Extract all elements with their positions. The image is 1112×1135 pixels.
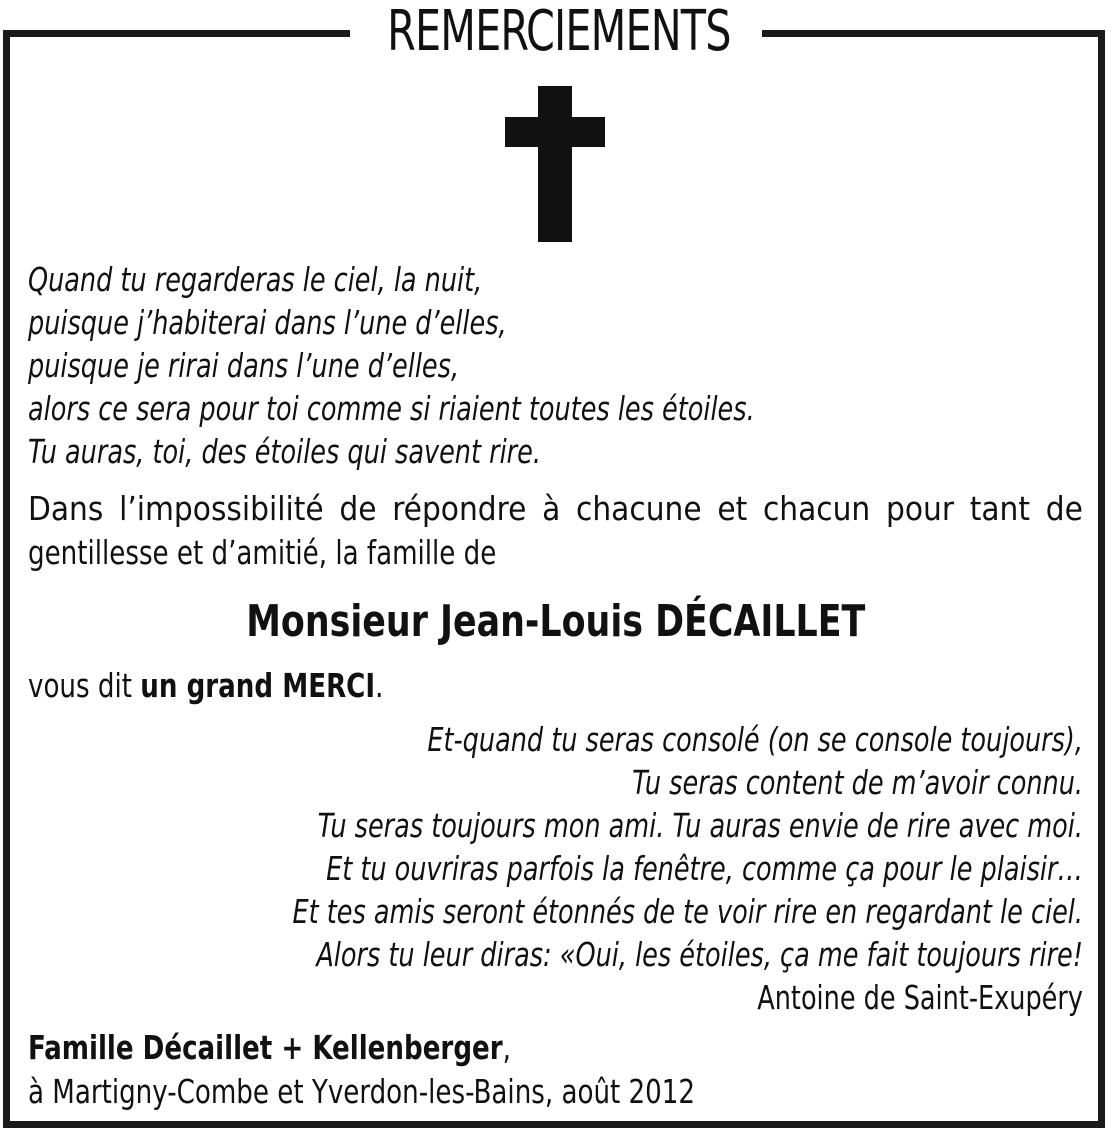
- thanks-suffix: .: [375, 666, 384, 705]
- poem-line: Et-quand tu seras consolé (on se console toujours),: [427, 720, 1083, 759]
- paragraph-word: Dans: [28, 489, 104, 528]
- paragraph-word: tant: [969, 489, 1031, 528]
- paragraph-word: pour: [885, 489, 955, 528]
- cross-icon: [505, 86, 605, 242]
- poem-line: Alors tu leur diras: «Oui, les étoiles, ça me fait toujours rire!: [316, 935, 1083, 974]
- deceased-name-text: Monsieur Jean-Louis DÉCAILLET: [246, 596, 866, 647]
- poem-line: Quand tu regarderas le ciel, la nuit,: [28, 260, 483, 299]
- closing-poem: [28, 718, 1083, 1019]
- poem-line: Et tu ouvriras parfois la fenêtre, comme ça pour le plaisir…: [326, 849, 1083, 888]
- poem-line: Et tes amis seront étonnés de te voir rire en regardant le ciel.: [292, 892, 1083, 931]
- poem-line: puisque je rirai dans l’une d’elles,: [28, 346, 460, 385]
- paragraph-word: l’impossibilité: [119, 489, 324, 528]
- thanks-prefix: vous dit: [28, 666, 141, 705]
- poem-line: alors ce sera pour toi comme si riaient toutes les étoiles.: [28, 389, 755, 428]
- family-name: Famille Décaillet + Kellenberger: [28, 1028, 503, 1067]
- poem-author: Antoine de Saint-Exupéry: [757, 978, 1083, 1017]
- paragraph-word: et: [717, 489, 748, 528]
- paragraph-word: à: [542, 489, 561, 528]
- notice-title: REMERCIEMENTS: [387, 0, 731, 64]
- paragraph-word: chacun: [762, 489, 871, 528]
- signature-block: [28, 1026, 1083, 1114]
- paragraph-word: chacune: [576, 489, 702, 528]
- paragraph-line-2: gentillesse et d’amitié, la famille de: [28, 533, 497, 572]
- thanks-line: [28, 664, 1083, 708]
- family-comma: ,: [502, 1028, 511, 1067]
- deceased-name: [0, 594, 1112, 650]
- paragraph-line-1: [28, 487, 1083, 531]
- poem-line: puisque j’habiterai dans l’une d’elles,: [28, 303, 507, 342]
- poem-line: Tu auras, toi, des étoiles qui savent rire.: [28, 432, 541, 471]
- thanks-bold: un grand MERCI: [140, 666, 376, 705]
- paragraph-word: de: [1045, 489, 1083, 528]
- opening-poem: [28, 258, 1083, 473]
- thanks-paragraph: [28, 487, 1083, 575]
- poem-line: Tu seras content de m’avoir connu.: [632, 763, 1083, 802]
- poem-line: Tu seras toujours mon ami. Tu auras envie de rire avec moi.: [317, 806, 1083, 845]
- paragraph-word: de: [339, 489, 377, 528]
- place-date: à Martigny-Combe et Yverdon-les-Bains, août 2012: [28, 1072, 696, 1111]
- paragraph-word: répondre: [392, 489, 527, 528]
